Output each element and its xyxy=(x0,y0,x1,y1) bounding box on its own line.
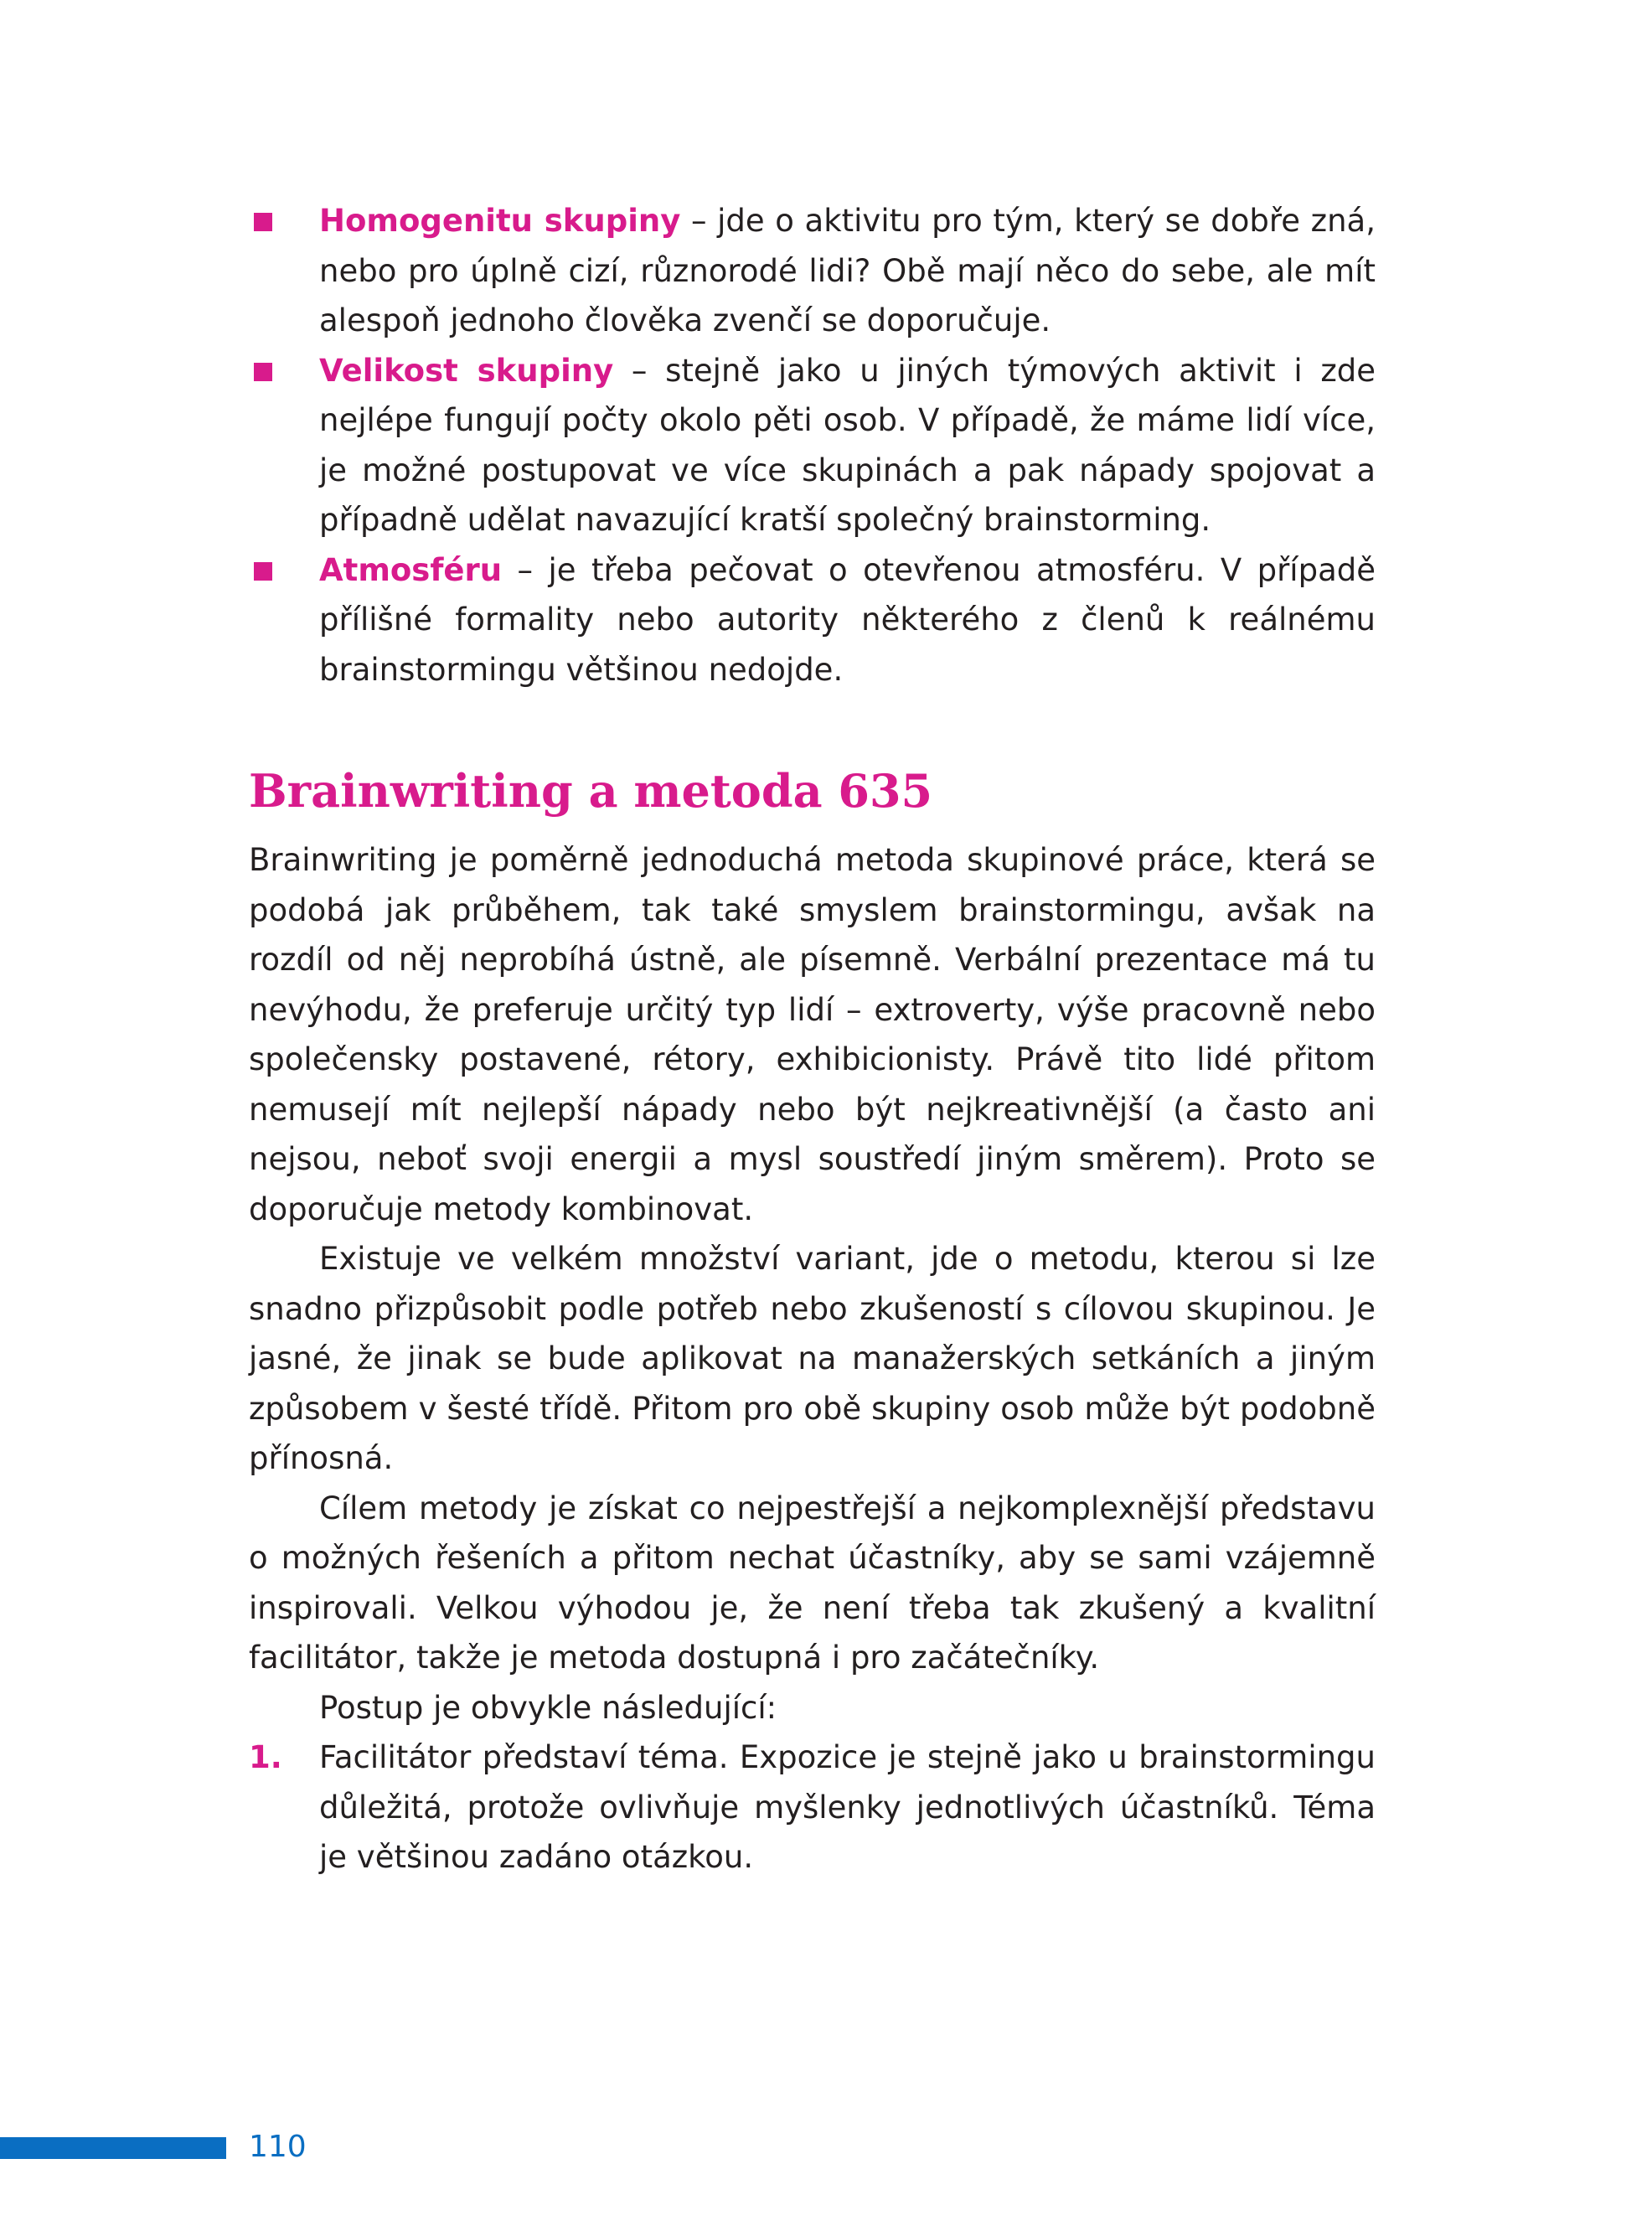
step-number: 1. xyxy=(249,1739,282,1775)
paragraph-variants: Existuje ve velkém množství variant, jde o metodu, kterou si lze snadno přizpůsobit podle potřeb nebo zkušeností s cílovou skupinou. Je jasné, že jinak se bude aplikovat na manažerských setkáních a jiným způsobem v šesté třídě. Přitom pro obě skupiny osob může být podobně přínosná. xyxy=(249,1241,1376,1476)
list-item-text: – jde o aktivitu pro tým, který se dobře zná, nebo pro úplně cizí, různorodé lidi? Obě mají něco do sebe, ale mít alespoň jednoho člověka zvenčí se doporučuje. xyxy=(319,203,1376,338)
paragraph-goal: Cílem metody je získat co nejpestřejší a nejkomplexnější představu o možných řešeních a přitom nechat účastníky, aby se sami vzájemně inspirovali. Velkou výhodou je, že není třeba tak zkušený a kvalitní facilitátor, takže je metoda dostupná i pro začátečníky. xyxy=(249,1490,1376,1676)
list-item xyxy=(249,196,1376,346)
square-bullet-icon xyxy=(254,363,272,381)
page-content xyxy=(249,196,1376,1883)
list-item-lead: Homogenitu skupiny xyxy=(319,203,681,239)
list-item-text: – je třeba pečovat o otevřenou atmosféru. V případě přílišné formality nebo autority některého z členů k reálnému brainstormingu většinou nedojde. xyxy=(319,551,1376,688)
list-item xyxy=(249,346,1376,545)
footer-accent-bar xyxy=(0,2137,226,2159)
paragraph-procedure: Postup je obvykle následující: xyxy=(319,1689,777,1726)
section-heading: Brainwriting a metoda 635 xyxy=(249,764,933,818)
page-number: 110 xyxy=(249,2130,307,2164)
criteria-list xyxy=(249,196,1376,695)
paragraph-intro: Brainwriting je poměrně jednoduchá metoda skupinové práce, která se podobá jak průběhem, tak také smyslem brainstormingu, avšak na rozdíl od něj neprobíhá ústně, ale písemně. Verbální prezentace má tu nevýhodu, že preferuje určitý typ lidí – extroverty, výše pracovně nebo společensky postavené, rétory, exhibicionisty. Právě tito lidé přitom nemusejí mít nejlepší nápady nebo být nejkreativnější (a často ani nejsou, neboť svoji energii a mysl soustředí jiným směrem). Proto se doporučuje metody kombinovat. xyxy=(249,842,1376,1227)
step-item xyxy=(249,1733,1376,1883)
procedure-steps xyxy=(249,1733,1376,1883)
list-item xyxy=(249,545,1376,695)
square-bullet-icon xyxy=(254,213,272,231)
square-bullet-icon xyxy=(254,562,272,581)
step-text: Facilitátor představí téma. Expozice je stejně jako u brainstormingu důležitá, protože ovlivňuje myšlenky jednotlivých účastníků. Téma je většinou zadáno otázkou. xyxy=(319,1739,1376,1875)
list-item-text: – stejně jako u jiných týmových aktivit i zde nejlépe fungují počty okolo pěti osob. V případě, že máme lidí více, je možné postupovat ve více skupinách a pak nápady spojovat a případně udělat navazující kratší společný brainstorming. xyxy=(319,352,1376,538)
list-item-lead: Velikost skupiny xyxy=(319,352,614,389)
list-item-lead: Atmosféru xyxy=(319,551,503,588)
